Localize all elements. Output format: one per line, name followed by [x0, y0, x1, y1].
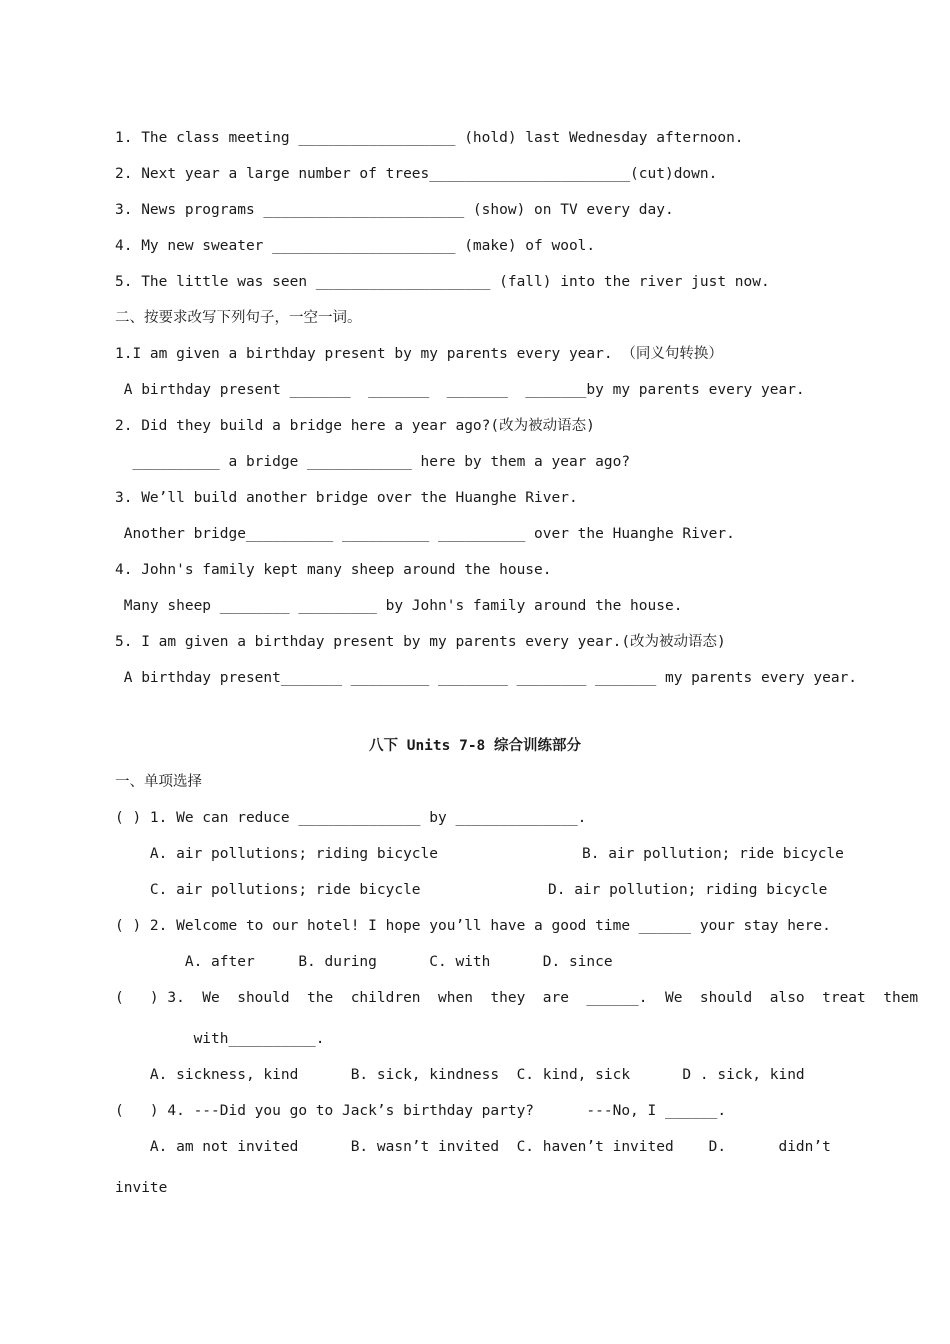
mc-q1-option-d: D. air pollution; riding bicycle [548, 882, 828, 898]
mc-q2-options: A. after B. during C. with D. since [115, 954, 613, 970]
rewrite-heading: 二、按要求改写下列句子，一空一词。 [115, 310, 362, 326]
rewrite-q2: 2. Did they build a bridge here a year ago?(改为被动语态) [115, 418, 595, 434]
fill-item-2: 2. Next year a large number of trees_______________________(cut)down. [115, 166, 718, 182]
rewrite-a2: __________ a bridge ____________ here by them a year ago? [115, 454, 631, 470]
mc-q4-options: A. am not invited B. wasn’t invited C. haven’t invited D. didn’t [115, 1139, 831, 1155]
fill-item-1: 1. The class meeting __________________ (hold) last Wednesday afternoon. [115, 130, 744, 146]
mc-q3-options: A. sickness, kind B. sick, kindness C. kind, sick D . sick, kind [115, 1067, 805, 1083]
rewrite-q3: 3. We’ll build another bridge over the Huanghe River. [115, 490, 578, 506]
rewrite-a4: Many sheep ________ _________ by John's family around the house. [115, 598, 683, 614]
mc-q3: ( ) 3. We should the children when they are ______. We should also treat them [115, 990, 919, 1006]
fill-item-3: 3. News programs _______________________ (show) on TV every day. [115, 202, 674, 218]
mc-q3-cont: with__________. [115, 1031, 325, 1047]
rewrite-q1: 1.I am given a birthday present by my parents every year. （同义句转换） [115, 346, 723, 362]
mc-heading: 一、单项选择 [115, 774, 202, 790]
mc-q4: ( ) 4. ---Did you go to Jack’s birthday party? ---No, I ______. [115, 1103, 727, 1119]
mc-q1-option-a: A. air pollutions; riding bicycle [115, 846, 439, 862]
section-title: 八下 Units 7-8 综合训练部分 [368, 738, 582, 754]
fill-item-4: 4. My new sweater _____________________ (make) of wool. [115, 238, 596, 254]
mc-q4-options-cont: invite [115, 1180, 168, 1196]
mc-q1: ( ) 1. We can reduce ______________ by ______________. [115, 810, 587, 826]
mc-q2: ( ) 2. Welcome to our hotel! I hope you’ll have a good time ______ your stay here. [115, 918, 831, 934]
fill-item-5: 5. The little was seen ____________________ (fall) into the river just now. [115, 274, 770, 290]
rewrite-a3: Another bridge__________ __________ __________ over the Huanghe River. [115, 526, 735, 542]
mc-q1-option-c: C. air pollutions; ride bicycle [115, 882, 421, 898]
rewrite-a5: A birthday present_______ _________ ________ ________ _______ my parents every year. [115, 670, 858, 686]
rewrite-q4: 4. John's family kept many sheep around the house. [115, 562, 552, 578]
rewrite-q5: 5. I am given a birthday present by my parents every year.(改为被动语态) [115, 634, 726, 650]
rewrite-a1: A birthday present _______ _______ _______ _______by my parents every year. [115, 382, 805, 398]
mc-q1-option-b: B. air pollution; ride bicycle [582, 846, 844, 862]
